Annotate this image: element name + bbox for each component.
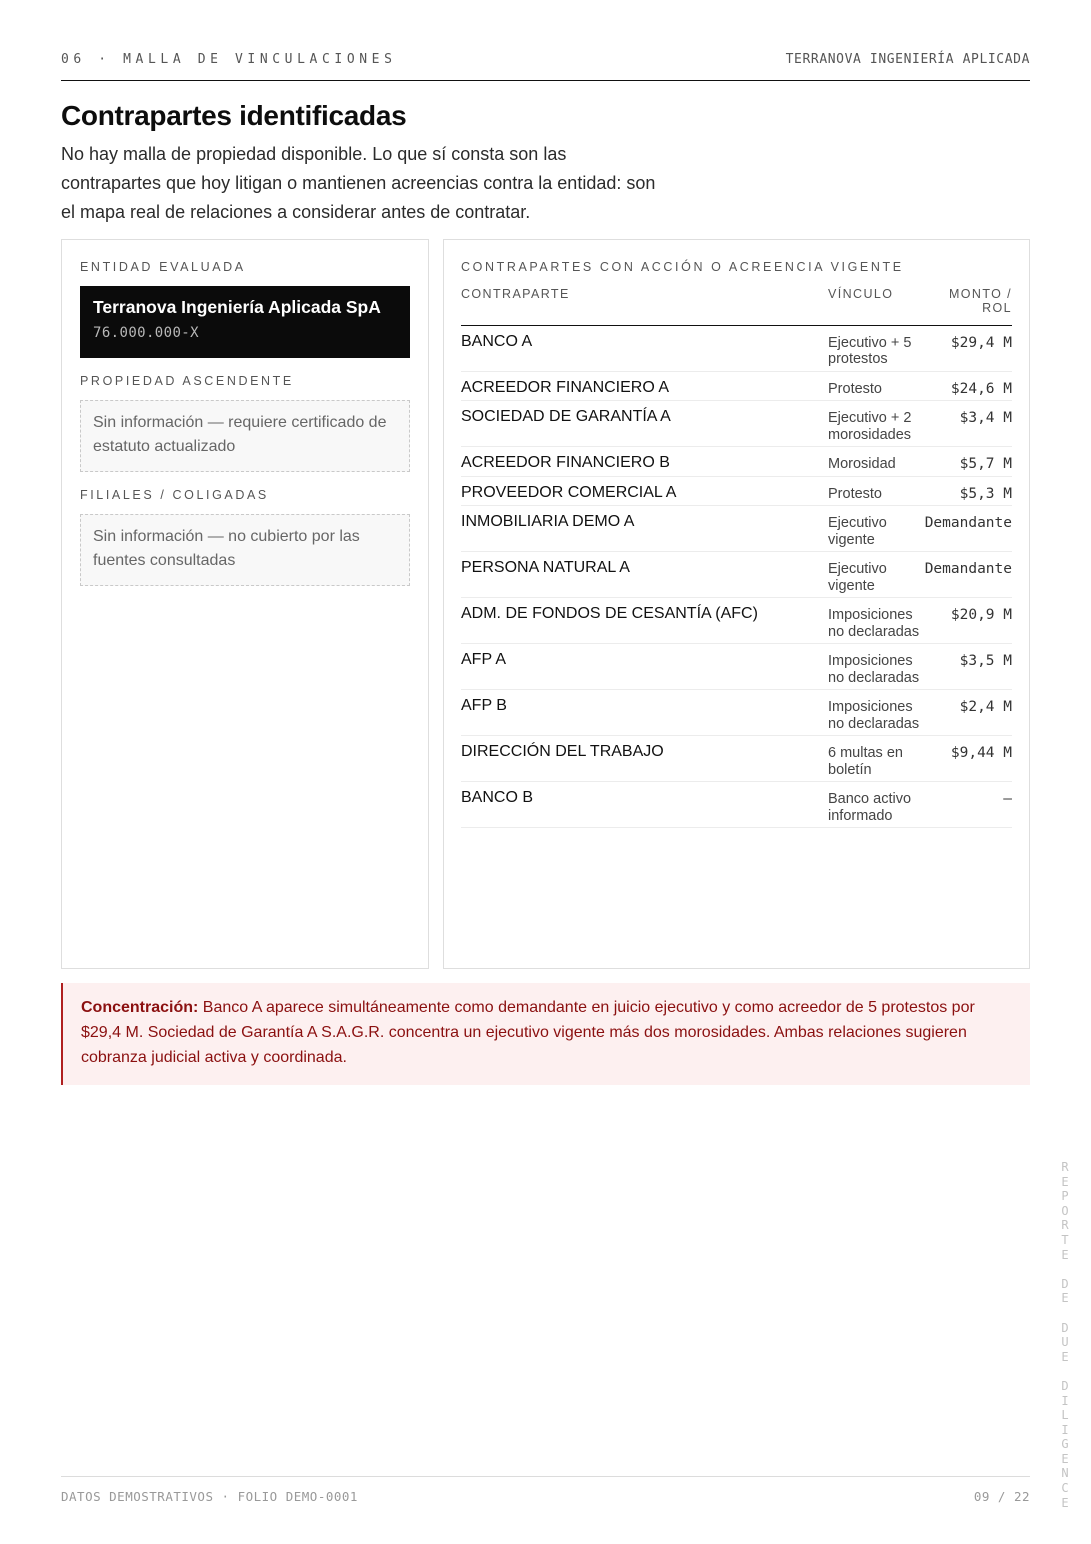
counterparty-name: ACREEDOR FINANCIERO A: [461, 371, 828, 401]
entity-name: Terranova Ingeniería Aplicada SpA: [93, 297, 381, 317]
side-label-char: U: [1061, 1335, 1069, 1350]
counterparty-amount: Demandante: [925, 552, 1012, 598]
table-body: [461, 325, 1012, 828]
counterparty-name: ADM. DE FONDOS DE CESANTÍA (AFC): [461, 598, 828, 644]
side-label-char: D: [1061, 1378, 1069, 1393]
table-row: [461, 476, 1012, 506]
side-label-char: E: [1061, 1349, 1069, 1364]
side-label-char: C: [1061, 1481, 1069, 1496]
table-row: [461, 325, 1012, 371]
callout-label: Concentración:: [81, 999, 199, 1016]
callout-text: Banco A aparece simultáneamente como demandante en juicio ejecutivo y como acreedor de 5 protestos por $29,4 M. Sociedad de Garantía A S.A.G.R. concentra un ejecutivo vigente más dos morosidades. Ambas relaciones sugieren cobranza judicial activa y coordinada.: [81, 999, 975, 1066]
subsidiaries-caption: FILIALES / COLIGADAS: [80, 488, 269, 502]
counterparty-amount: $5,3 M: [925, 476, 1012, 506]
counterparty-amount: $3,4 M: [925, 401, 1012, 447]
side-label-char: E: [1061, 1291, 1069, 1306]
page-title: Contrapartes identificadas: [61, 100, 407, 131]
counterparty-name: SOCIEDAD DE GARANTÍA A: [461, 401, 828, 447]
table-row: [461, 371, 1012, 401]
table-row: [461, 644, 1012, 690]
counterparty-name: PROVEEDOR COMERCIAL A: [461, 476, 828, 506]
side-label-char: [1055, 1262, 1075, 1277]
entity-panel: [61, 239, 429, 969]
side-label-char: L: [1061, 1408, 1069, 1423]
counterparty-amount: $3,5 M: [925, 644, 1012, 690]
counterparties-panel: [443, 239, 1030, 969]
table-row: [461, 401, 1012, 447]
page-number: 09 / 22: [973, 1489, 1030, 1504]
table-row: [461, 736, 1012, 782]
counterparty-link: Ejecutivo + 5 protestos: [828, 325, 925, 371]
counterparty-link: Morosidad: [828, 447, 925, 477]
column-header-link: VÍNCULO: [828, 285, 925, 325]
table-row: [461, 552, 1012, 598]
entity-rut: 76.000.000-X: [93, 325, 199, 341]
counterparty-name: AFP A: [461, 644, 828, 690]
side-label-char: N: [1061, 1466, 1069, 1481]
concentration-callout: [61, 983, 1030, 1085]
page-header: [61, 52, 1030, 81]
counterparty-name: BANCO B: [461, 782, 828, 828]
side-label-char: [1055, 1364, 1075, 1379]
counterparty-name: BANCO A: [461, 325, 828, 371]
subsidiaries-empty-box: Sin información — no cubierto por las fuentes consultadas: [80, 514, 410, 586]
side-label-char: P: [1061, 1189, 1069, 1204]
side-label-char: I: [1061, 1422, 1069, 1437]
counterparty-amount: $24,6 M: [925, 371, 1012, 401]
counterparty-amount: $2,4 M: [925, 690, 1012, 736]
footer-folio: DATOS DEMOSTRATIVOS · FOLIO DEMO-0001: [61, 1489, 358, 1504]
counterparty-amount: $9,44 M: [925, 736, 1012, 782]
counterparty-link: Protesto: [828, 476, 925, 506]
ownership-empty-box: Sin información — requiere certificado de estatuto actualizado: [80, 400, 410, 472]
counterparty-link: Ejecutivo vigente: [828, 506, 925, 552]
ownership-caption: PROPIEDAD ASCENDENTE: [80, 374, 294, 388]
counterparty-name: ACREEDOR FINANCIERO B: [461, 447, 828, 477]
entity-caption: ENTIDAD EVALUADA: [80, 260, 246, 274]
table-row: [461, 598, 1012, 644]
side-label-char: G: [1061, 1437, 1069, 1452]
counterparty-amount: —: [925, 782, 1012, 828]
counterparty-link: Banco activo informado: [828, 782, 925, 828]
side-label-char: R: [1061, 1218, 1069, 1233]
lead-paragraph: No hay malla de propiedad disponible. Lo que sí consta son las contrapartes que hoy litigan o mantienen acreencias contra la entidad: son el mapa real de relaciones a considerar antes de contratar.: [61, 144, 656, 222]
counterparty-name: PERSONA NATURAL A: [461, 552, 828, 598]
counterparty-link: Ejecutivo + 2 morosidades: [828, 401, 925, 447]
side-label-char: D: [1061, 1276, 1069, 1291]
side-label-char: [1055, 1306, 1075, 1321]
table-row: [461, 447, 1012, 477]
side-label-char: E: [1061, 1495, 1069, 1510]
page-footer: [61, 1476, 1030, 1506]
side-label-char: E: [1061, 1451, 1069, 1466]
side-label-char: E: [1061, 1247, 1069, 1262]
counterparty-link: Ejecutivo vigente: [828, 552, 925, 598]
side-label-char: R: [1061, 1160, 1069, 1174]
brand-label: TERRANOVA INGENIERÍA APLICADA: [785, 52, 1030, 67]
counterparty-link: Protesto: [828, 371, 925, 401]
side-label-char: O: [1061, 1203, 1069, 1218]
section-label: 06 · MALLA DE VINCULACIONES: [61, 52, 397, 67]
table-row: [461, 506, 1012, 552]
side-label-char: T: [1061, 1232, 1069, 1247]
counterparty-link: Imposiciones no declaradas: [828, 644, 925, 690]
counterparty-amount: $20,9 M: [925, 598, 1012, 644]
counterparty-name: AFP B: [461, 690, 828, 736]
counterparty-amount: $29,4 M: [925, 325, 1012, 371]
side-label-char: I: [1061, 1393, 1069, 1408]
column-header-amount: MONTO / ROL: [925, 285, 1012, 325]
counterparty-link: Imposiciones no declaradas: [828, 598, 925, 644]
side-label-char: E: [1061, 1174, 1069, 1189]
table-row: [461, 782, 1012, 828]
side-label-char: D: [1061, 1320, 1069, 1335]
counterparty-link: Imposiciones no declaradas: [828, 690, 925, 736]
table-row: [461, 690, 1012, 736]
counterparty-name: INMOBILIARIA DEMO A: [461, 506, 828, 552]
counterparties-table: [461, 285, 1012, 828]
counterparty-amount: Demandante: [925, 506, 1012, 552]
table-header-row: [461, 285, 1012, 325]
entity-card: [80, 286, 410, 358]
side-report-label: [1055, 1160, 1075, 1510]
counterparties-caption: CONTRAPARTES CON ACCIÓN O ACREENCIA VIGENTE: [461, 260, 904, 274]
column-header-counterparty: CONTRAPARTE: [461, 285, 828, 325]
counterparty-amount: $5,7 M: [925, 447, 1012, 477]
counterparty-link: 6 multas en boletín: [828, 736, 925, 782]
counterparty-name: DIRECCIÓN DEL TRABAJO: [461, 736, 828, 782]
